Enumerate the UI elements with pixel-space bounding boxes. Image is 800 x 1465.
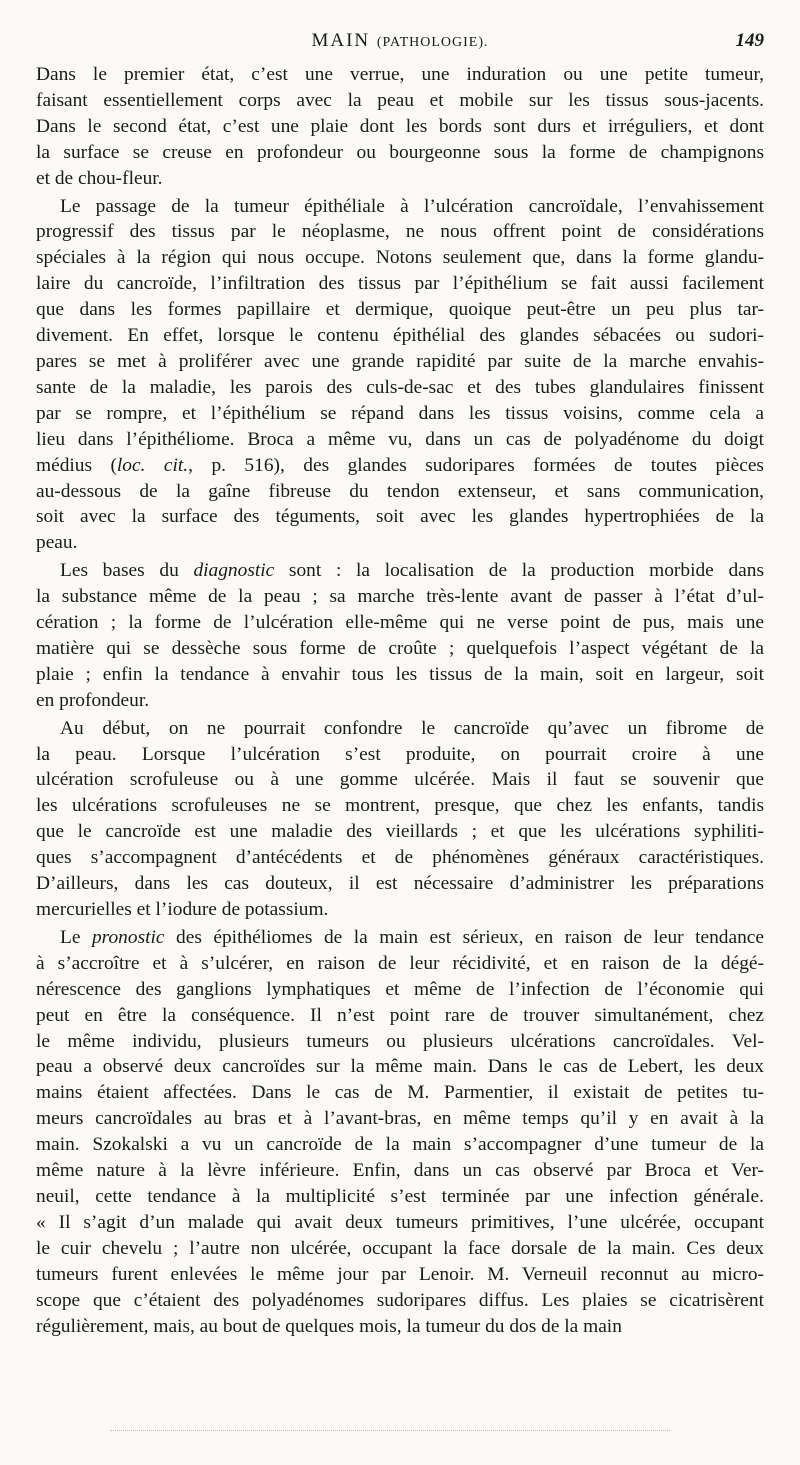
text-line: la substance même de la peau ; sa marche très-lente avant de passer à l’état d’ul- — [36, 586, 764, 608]
text-line: régulièrement, mais, au bout de quelques mois, la tumeur du dos de la main — [36, 1315, 622, 1337]
text-line: lieu dans l’épithéliome. Broca a même vu, dans un cas de polyadénome du doigt — [36, 428, 764, 450]
text-line: Au début, on ne pourrait confondre le cancroïde qu’avec un fibrome de — [60, 717, 764, 739]
text-line: Les bases du diagnostic sont : la localisation de la production morbide dans — [60, 560, 764, 582]
paragraph — [36, 62, 764, 192]
text-line: plaie ; enfin la tendance à envahir tous les tissus de la main, soit en largeur, soit — [36, 663, 764, 685]
paragraph — [36, 716, 764, 923]
text-line: peau. — [36, 532, 78, 554]
text-line: au-dessous de la gaîne fibreuse du tendon extenseur, et sans communication, — [36, 480, 764, 502]
text-line: même nature à la lèvre inférieure. Enfin, dans un cas observé par Broca et Ver- — [36, 1160, 764, 1182]
text-line: mercurielles et l’iodure de potassium. — [36, 899, 329, 920]
text-line: la surface se creuse en profondeur ou bourgeonne sous la forme de champignons — [36, 141, 764, 163]
text-line: nérescence des ganglions lymphatiques et même de l’infection de l’économie qui — [36, 978, 764, 1000]
text-line: les ulcérations scrofuleuses ne se montrent, presque, que chez les enfants, tandis — [36, 795, 764, 817]
text-line: Dans le premier état, c’est une verrue, une induration ou une petite tumeur, — [36, 64, 764, 85]
text-line: Dans le second état, c’est une plaie dont les bords sont durs et irréguliers, et dont — [36, 115, 764, 137]
page-number: 149 — [735, 30, 764, 51]
text-line: que dans les formes papillaire et dermique, quoique peut-être un peu plus tar- — [36, 299, 764, 321]
running-title-sub: (PATHOLOGIE). — [376, 35, 489, 50]
text-line: progressif des tissus par le néoplasme, ne nous offrent point de considérations — [36, 221, 764, 243]
text-line: cération ; la forme de l’ulcération elle-même qui ne verse point de pus, mais une — [36, 612, 764, 634]
text-line: médius (loc. cit., p. 516), des glandes sudoripares formées de toutes pièces — [36, 454, 764, 476]
running-title — [36, 30, 764, 52]
text-line: le cuir chevelu ; l’autre non ulcérée, occupant la face dorsale de la main. Ces deux — [36, 1237, 764, 1259]
text-line: soit avec la surface des téguments, soit avec les glandes hypertrophiées de la — [36, 506, 764, 528]
text-line: pares se met à proliférer avec une grande rapidité par suite de la marche envahis- — [36, 350, 764, 372]
running-header — [36, 30, 764, 58]
running-title-main: MAIN — [311, 30, 371, 51]
text-line: spéciales à la région qui nous occupe. Notons seulement que, dans la forme glandu- — [36, 247, 764, 269]
text-line: main. Szokalski a vu un cancroïde de la main s’accompagner d’une tumeur de la — [36, 1134, 764, 1156]
paragraph — [36, 194, 764, 557]
text-line: mains étaient affectées. Dans le cas de M. Parmentier, il existait de petites tu- — [36, 1082, 764, 1104]
text-line: D’ailleurs, dans les cas douteux, il est nécessaire d’administrer les préparations — [36, 873, 764, 895]
text-line: la peau. Lorsque l’ulcération s’est produite, on pourrait croire à une — [36, 743, 764, 765]
text-line: que le cancroïde est une maladie des vieillards ; et que les ulcérations syphiliti- — [36, 821, 764, 843]
text-line: matière qui se dessèche sous forme de croûte ; quelquefois l’aspect végétant de la — [36, 637, 764, 659]
paragraph — [36, 925, 764, 1340]
text-line: neuil, cette tendance à la multiplicité s’est terminée par une infection générale. — [36, 1185, 764, 1207]
text-line: tumeurs furent enlevées le même jour par Lenoir. M. Verneuil reconnut au micro- — [36, 1263, 764, 1285]
text-line: ulcération scrofuleuse ou à une gomme ulcérée. Mais il faut se souvenir que — [36, 769, 764, 791]
text-line: divement. En effet, lorsque le contenu épithélial des glandes sébacées ou sudori- — [36, 325, 764, 347]
text-line: en profondeur. — [36, 689, 150, 711]
text-line: meurs cancroïdales au bras et à l’avant-bras, en même temps qu’il y en avait à la — [36, 1108, 764, 1130]
paragraph — [36, 558, 764, 713]
page-body — [36, 62, 764, 1339]
text-line: sante de la maladie, les parois des culs-de-sac et des tubes glandulaires finissent — [36, 376, 764, 398]
text-line: Le passage de la tumeur épithéliale à l’ulcération cancroïdale, l’envahissement — [60, 195, 764, 217]
text-line: peut en être la conséquence. Il n’est point rare de trouver simultanément, chez — [36, 1004, 764, 1026]
text-line: ques s’accompagnent d’antécédents et de phénomènes généraux caractéristiques. — [36, 847, 764, 869]
text-line: laire du cancroïde, l’infiltration des tissus par l’épithélium se fait aussi facilement — [36, 273, 764, 295]
text-line: faisant essentiellement corps avec la peau et mobile sur les tissus sous-jacents. — [36, 89, 764, 111]
text-line: le même individu, plusieurs tumeurs ou plusieurs ulcérations cancroïdales. Vel- — [36, 1030, 764, 1052]
text-line: Le pronostic des épithéliomes de la main est sérieux, en raison de leur tendance — [60, 926, 764, 948]
text-line: « Il s’agit d’un malade qui avait deux tumeurs primitives, l’une ulcérée, occupant — [36, 1211, 764, 1233]
text-line: à s’accroître et à s’ulcérer, en raison de leur récidivité, et en raison de la dégé- — [36, 952, 764, 974]
scan-artifact-line — [110, 1430, 670, 1433]
text-line: et de chou-fleur. — [36, 167, 163, 189]
text-line: scope que c’étaient des polyadénomes sudoripares diffus. Les plaies se cicatrisèrent — [36, 1289, 764, 1311]
text-line: par se rompre, et l’épithélium se répand dans les tissus voisins, comme cela a — [36, 402, 764, 424]
text-line: peau a observé deux cancroïdes sur la même main. Dans le cas de Lebert, les deux — [36, 1056, 764, 1078]
